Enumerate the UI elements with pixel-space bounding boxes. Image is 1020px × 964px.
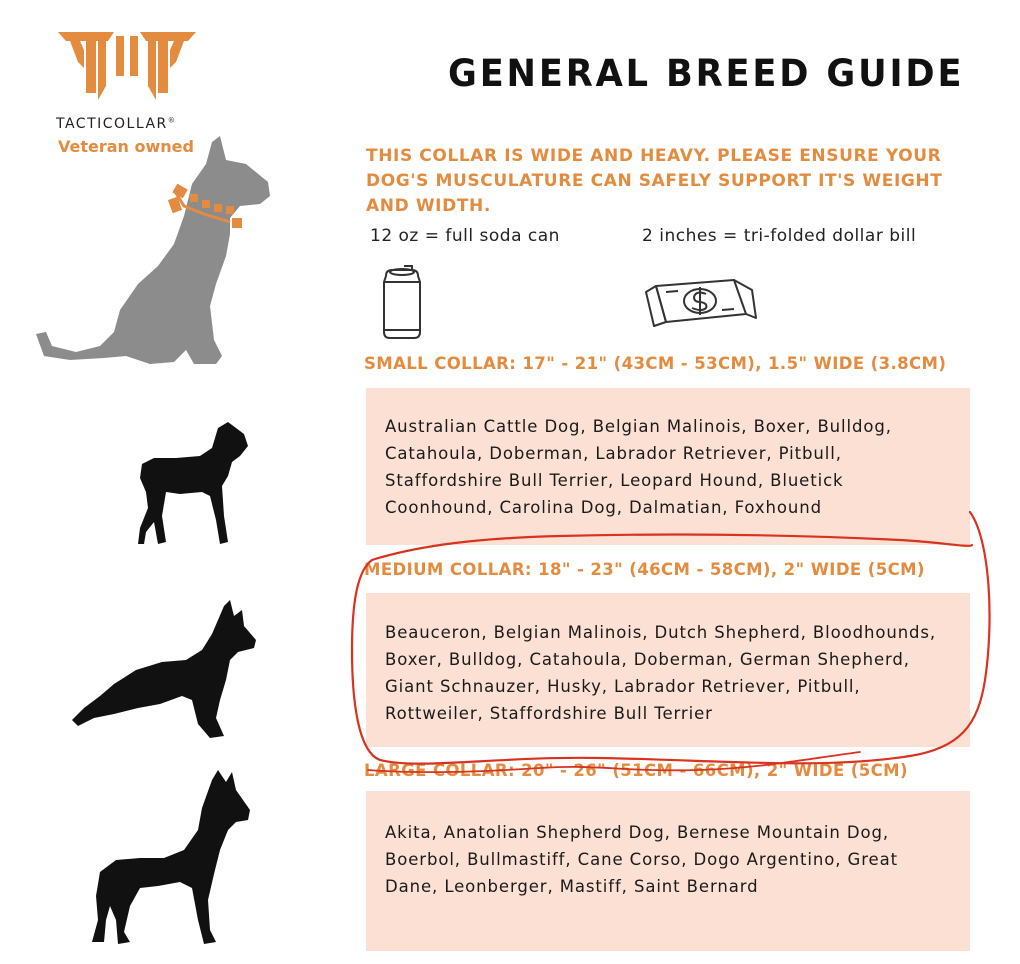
small-collar-breed-box (366, 388, 970, 545)
large-collar-heading: LARGE COLLAR: 20" - 26" (51CM - 66CM), 2" WIDE (5CM) (364, 761, 908, 780)
medium-collar-heading: MEDIUM COLLAR: 18" - 23" (46CM - 58CM), 2" WIDE (5CM) (364, 560, 925, 579)
boxer-silhouette-icon (136, 420, 252, 548)
brand-name: TACTICOLLAR® (56, 116, 177, 132)
tacticollar-logo-icon (56, 22, 198, 104)
weight-reference-note: 12 oz = full soda can (370, 226, 560, 246)
large-collar-breed-box (366, 791, 970, 951)
medium-collar-breeds: Beauceron, Belgian Malinois, Dutch Shepherd, Bloodhounds, Boxer, Bulldog, Catahoula, Doberman, German Shepherd, Giant Schnauzer, Husky, Labrador Retriever, Pitbull, Rottweiler, Staffordshire Bull Terrier (385, 623, 937, 723)
small-collar-heading: SMALL COLLAR: 17" - 21" (43CM - 53CM), 1.5" WIDE (3.8CM) (364, 354, 947, 373)
small-collar-breeds: Australian Cattle Dog, Belgian Malinois, Boxer, Bulldog, Catahoula, Doberman, Labrador Retriever, Pitbull, Staffordshire Bull Terrier, Leopard Hound, Bluetick Coonhound, Carolina Dog, Dalmatian, Foxhound (385, 417, 892, 517)
brand-tagline: Veteran owned (58, 137, 194, 156)
great-dane-silhouette-icon (80, 770, 256, 946)
soda-can-icon (378, 262, 426, 342)
large-collar-breeds: Akita, Anatolian Shepherd Dog, Bernese Mountain Dog, Boerbol, Bullmastiff, Cane Corso, Dogo Argentino, Great Dane, Leonberger, Mastiff, Saint Bernard (385, 823, 898, 896)
weight-warning: THIS COLLAR IS WIDE AND HEAVY. PLEASE ENSURE YOUR DOG'S MUSCULATURE CAN SAFELY SUPPORT IT'S WEIGHT AND WIDTH. (366, 146, 943, 216)
medium-collar-breed-box (366, 593, 970, 747)
sitting-dog-collar-illustration (34, 134, 274, 370)
folded-dollar-bill-icon (642, 270, 758, 328)
german-shepherd-silhouette-icon (70, 600, 258, 742)
width-reference-note: 2 inches = tri-folded dollar bill (642, 226, 917, 246)
page-title: GENERAL BREED GUIDE (448, 52, 965, 95)
